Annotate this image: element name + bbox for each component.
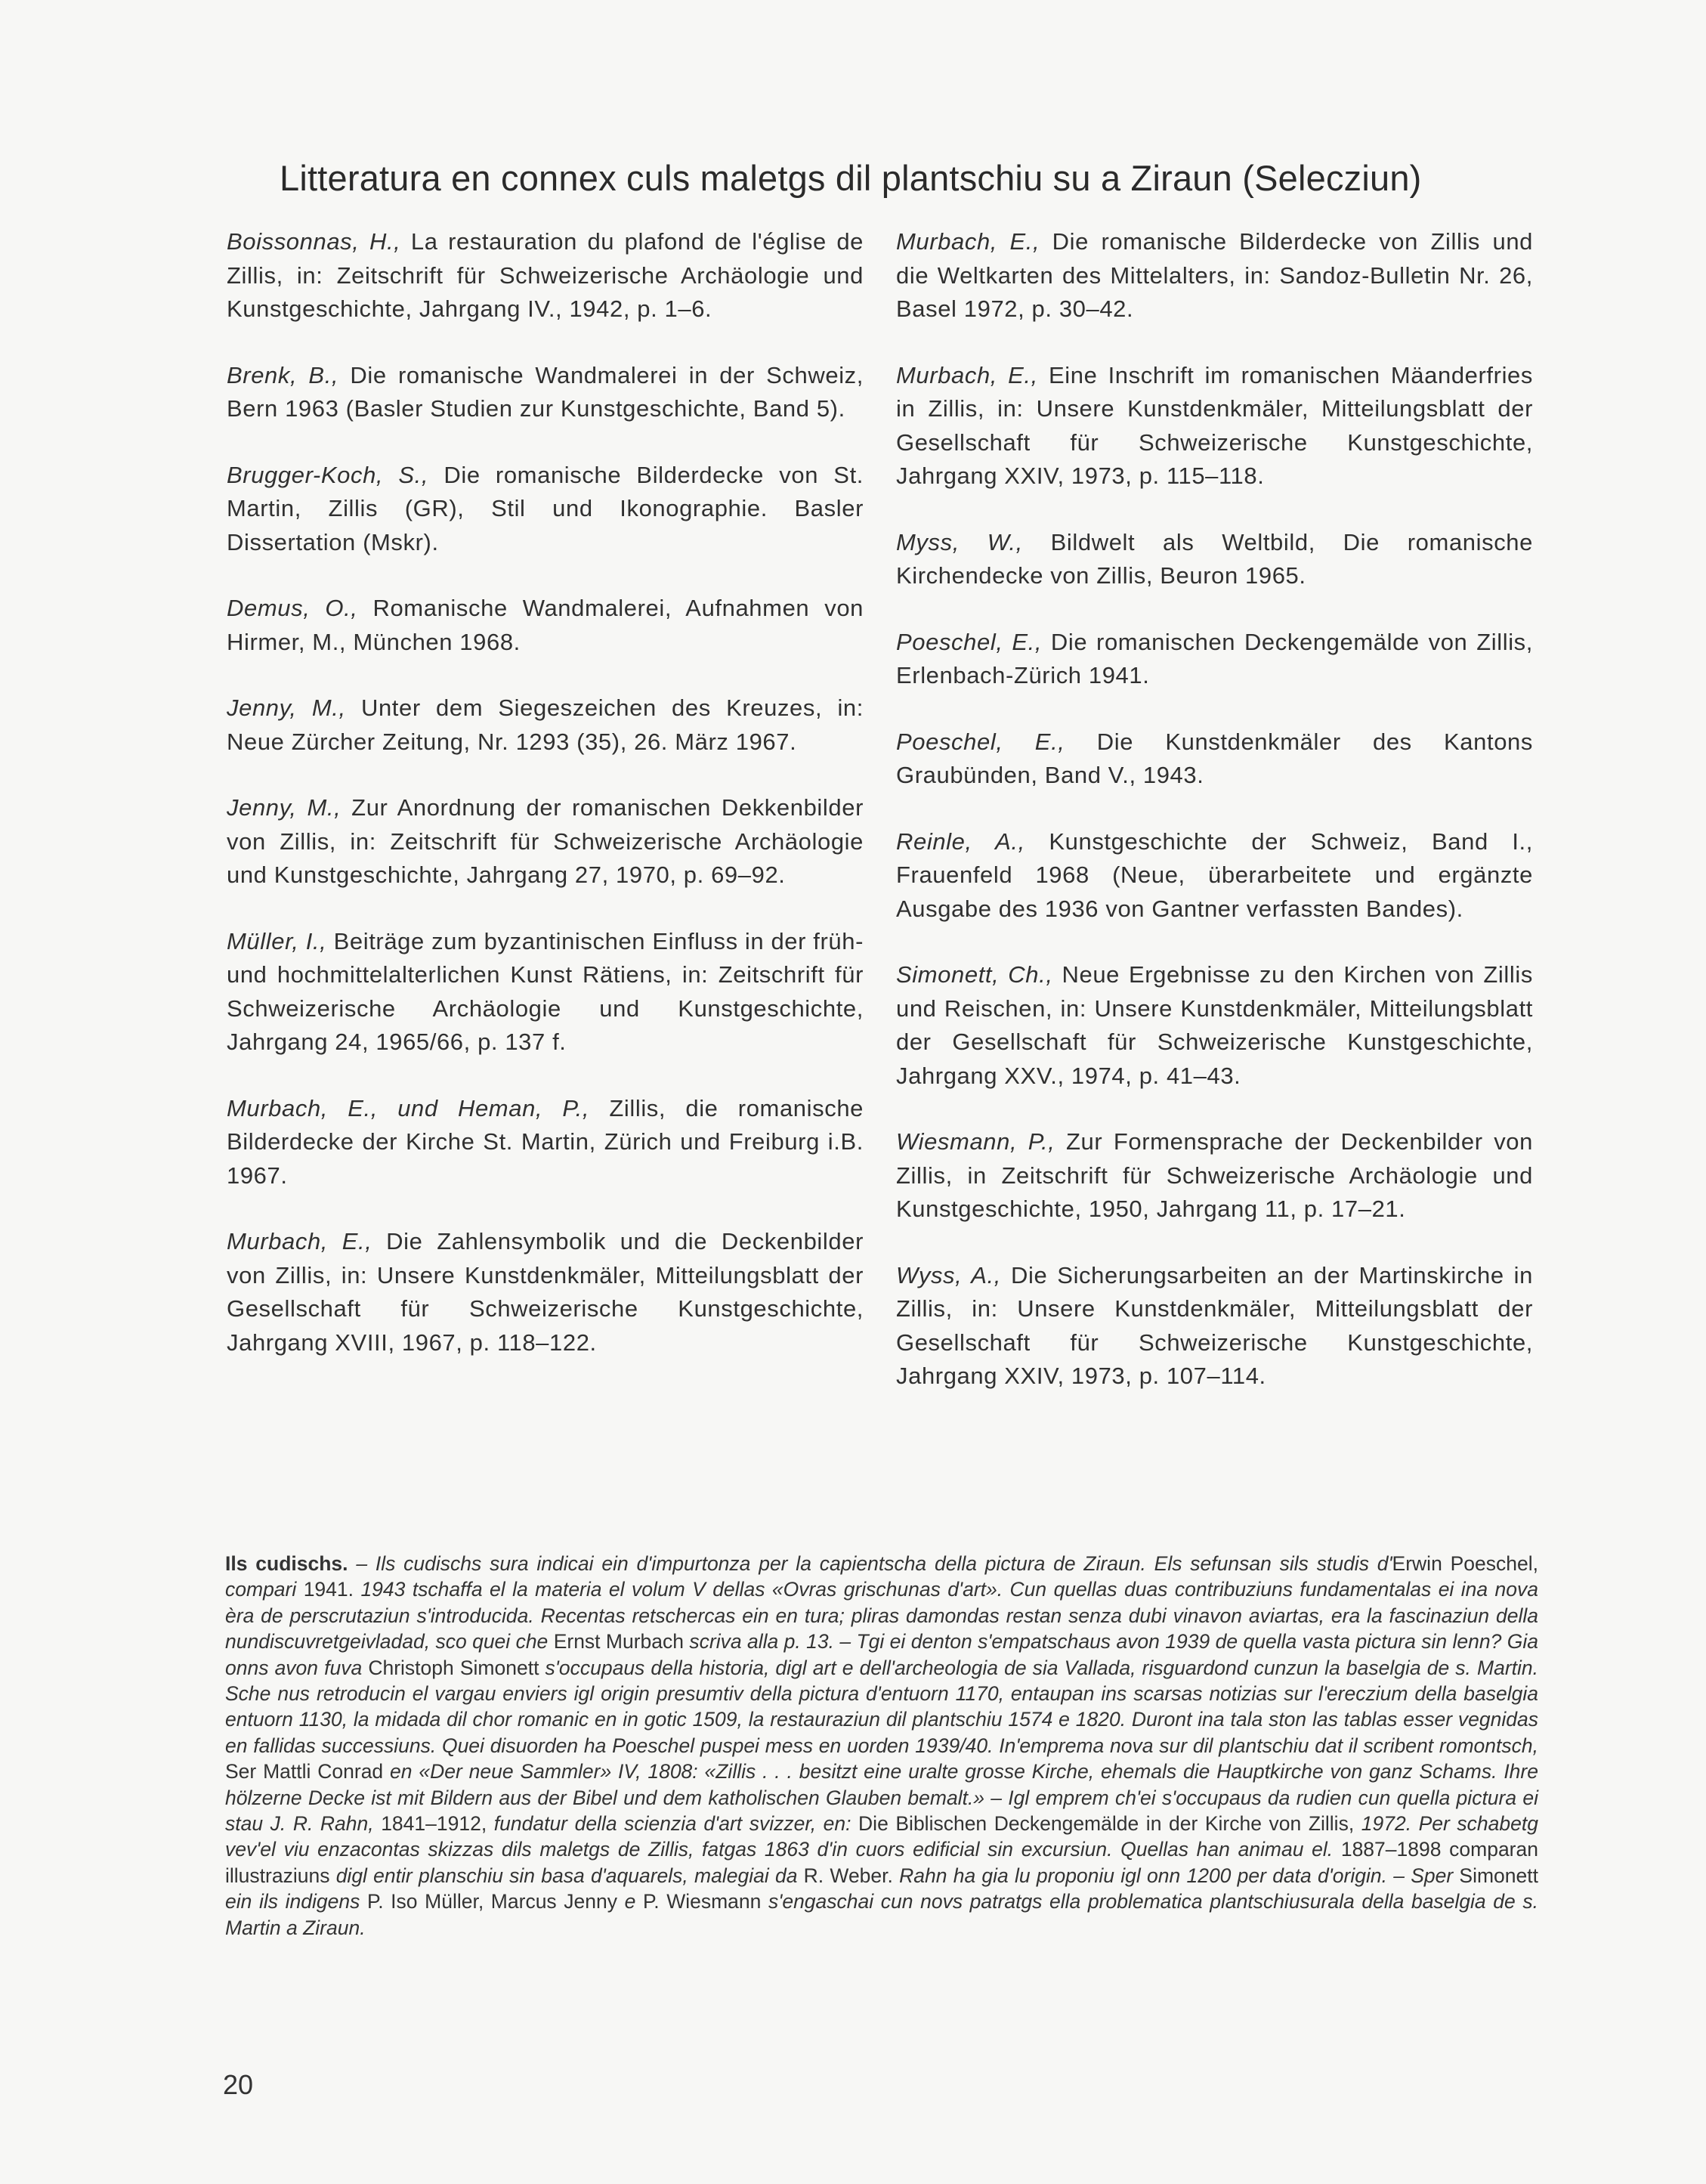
notes-paragraph [225,1551,1538,1941]
entry-author: Murbach, E., [896,228,1040,255]
entry-author: Wiesmann, P., [896,1128,1055,1155]
entry-author: Brugger-Koch, S., [227,461,429,488]
entry-text: Die romanische Bilderdecke von Zillis und die Weltkarten des Mittelalters, in: Sandoz-Bulletin Nr. 26, Basel 1972, p. 30–42. [896,228,1534,322]
entry-author: Wyss, A., [896,1261,1001,1288]
notes-segment: P. Iso Müller, Marcus Jenny [366,1890,618,1913]
bibliography-entry [896,825,1533,926]
entry-text: Die Kunstdenkmäler des Kantons Graubünden, Band V., 1943. [896,728,1533,788]
entry-text: Beiträge zum byzantinischen Einfluss in der früh- und hochmittelalterlichen Kunst Rätiens, in: Zeitschrift für Schweizerische Archäologie und Kunstgeschichte, Jahrgang 24, 1965/66, p. 137 f. [227,927,864,1055]
notes-segment: Rahn ha gia lu proponiu igl onn 1200 per data d'origin. – Sper [892,1864,1460,1887]
notes-segment: scriva alla p. 13. – Tgi ei denton s'empatschaus avon 1939 de quella vasta pictura sin lenn? Gia onns avon fuva [225,1630,1538,1679]
bibliography-entry [896,725,1533,793]
bibliography-right-column [896,225,1533,1426]
notes-segment: Ser Mattli Conrad [225,1760,384,1783]
entry-text: Die romanische Bilderdecke von St. Martin, Zillis (GR), Stil und Ikonographie. Basler Dissertation (Mskr). [227,461,864,555]
notes-segment: e [617,1890,643,1913]
bibliography-entry [227,925,864,1060]
notes-segment: P. Wiesmann [642,1890,762,1913]
bibliography-entry [896,1259,1533,1394]
bibliography-entry [227,225,864,326]
bibliography-entry [896,225,1533,326]
bibliography-left-column [227,225,864,1392]
entry-text: Die romanischen Deckengemälde von Zillis, Erlenbach-Zürich 1941. [896,628,1533,688]
entry-author: Boissonnas, H., [227,228,401,255]
bibliography-entry [227,1092,864,1193]
notes-segment: compari [225,1578,304,1601]
entry-author: Myss, W., [896,528,1023,555]
entry-author: Poeschel, E., [896,628,1043,655]
bibliography-entry [896,1125,1533,1227]
bibliography-entry [896,359,1533,493]
bibliography-entry [227,592,864,659]
entry-author: Jenny, M., [227,794,342,821]
notes-segment: 1841–1912, [381,1812,487,1836]
entry-author: Reinle, A., [896,828,1025,855]
bibliography-entry [896,526,1533,593]
page-title: Litteratura en connex culs maletgs dil plantschiu su a Ziraun (Selecziun) [280,158,1422,198]
notes-body [225,1552,1538,1939]
entry-text: Eine Inschrift im romanischen Mäanderfries in Zillis, in: Unsere Kunstdenkmäler, Mitteilungsblatt der Gesellschaft für Schweizerische Kunstgeschichte, Jahrgang XXIV, 1973, p. 115–118. [896,361,1533,489]
notes-segment: en «Der neue Sammler» IV, 1808: «Zillis . . . besitzt eine uralte grosse Kirche, ehemals die Hauptkirche von ganz Schams. Ihre hölzerne Decke ist mit Bildern aus der Bibel und dem katholischen Glauben bemalt.» – Igl emprem ch'ei s'occupaus da rudien cun quella pictura ei stau J. R. Rahn, [225,1760,1538,1836]
notes-segment: 1941. [303,1578,354,1601]
entry-author: Jenny, M., [227,694,346,721]
entry-author: Müller, I., [227,927,327,954]
notes-segment: R. Weber. [803,1864,893,1887]
notes-segment: 1943 tschaffa el la materia el volum V dellas «Ovras grischunas d'art». Cun quellas duas contribuziuns fundamentalas ei ina nova èra de perscrutaziun s'introducida. Recentas retschercas ein en tura; pliras damondas restan senza dubi vinavon aviartas, era la fascinaziun della nundiscuvretgeivladad, sco quei che [225,1578,1538,1653]
entry-author: Poeschel, E., [896,728,1065,755]
notes-segment: ein ils indigens [225,1890,367,1913]
entry-text: Zur Formensprache der Deckenbilder von Zillis, in Zeitschrift für Schweizerische Archäologie und Kunstgeschichte, 1950, Jahrgang 11, p. 17–21. [896,1128,1533,1222]
bibliography-entry [227,691,864,759]
entry-author: Murbach, E., und Heman, P., [227,1094,590,1121]
notes-segment: Christoph Simonett [368,1656,539,1679]
entry-text: La restauration du plafond de l'église de Zillis, in: Zeitschrift für Schweizerische Archäologie und Kunstgeschichte, Jahrgang IV., 1942, p. 1–6. [227,228,864,322]
notes-segment: 1887–1898 comparan illustraziuns [225,1838,1538,1887]
notes-lead: Ils cudischs. [225,1552,348,1575]
entry-author: Murbach, E., [227,1228,372,1254]
entry-author: Simonett, Ch., [896,961,1053,988]
notes-segment: s'engaschai cun novs patratgs ella problematica plantschiusurala della baselgia de s. Martin a Ziraun. [225,1890,1538,1939]
entry-text: Die Zahlensymbolik und die Deckenbilder von Zillis, in: Unsere Kunstdenkmäler, Mitteilungsblatt der Gesellschaft für Schweizerische Kunstgeschichte, Jahrgang XVIII, 1967, p. 118–122. [227,1228,864,1356]
notes-segment: s'occupaus della historia, digl art e dell'archeologia de sia Vallada, risguardond cunzun la baselgia de s. Martin. Sche nus retroducin el vargau enviers igl origin presumtiv della pictura d'entuorn 1170, entaupan ins scarsas notizias sur l'ereczium della baselgia entuorn 1130, la midada dil chor romanic en in gotic 1509, la restauraziun dil plantschiu 1574 e 1820. Duront ina tala ston las tablas esser vegnidas en fallidas successiuns. Quei disuorden ha Poeschel puspei mess en uorden 1939/40. In'emprema nova sur dil plantschiu dat il scribent romontsch, [225,1656,1539,1757]
entry-text: Zur Anordnung der romanischen Dekkenbilder von Zillis, in: Zeitschrift für Schweizerische Archäologie und Kunstgeschichte, Jahrgang 27, 1970, p. 69–92. [227,794,864,888]
entry-author: Murbach, E., [896,361,1038,388]
entry-text: Neue Ergebnisse zu den Kirchen von Zillis und Reischen, in: Unsere Kunstdenkmäler, Mitteilungsblatt der Gesellschaft für Schweizerische Kunstgeschichte, Jahrgang XXV., 1974, p. 41–43. [896,961,1533,1089]
entry-author: Brenk, B., [227,361,339,388]
entry-text: Zillis, die romanische Bilderdecke der Kirche St. Martin, Zürich und Freiburg i.B. 1967. [227,1094,864,1189]
entry-author: Demus, O., [227,595,358,621]
bibliography-entry [227,1225,864,1360]
entry-text: Kunstgeschichte der Schweiz, Band I., Frauenfeld 1968 (Neue, überarbeitete und ergänzte Ausgabe des 1936 von Gantner verfassten Bandes). [896,828,1533,922]
bibliography-entry [227,791,864,892]
entry-text: Romanische Wandmalerei, Aufnahmen von Hirmer, M., München 1968. [227,595,864,655]
entry-text: Unter dem Siegeszeichen des Kreuzes, in: Neue Zürcher Zeitung, Nr. 1293 (35), 26. März 1967. [227,694,864,755]
bibliography-entry [227,359,864,426]
notes-segment: Die Biblischen Deckengemälde in der Kirche von Zillis, [858,1812,1355,1836]
bibliography-entry [896,958,1533,1093]
notes-segment: Erwin Poeschel, [1392,1552,1538,1575]
notes-segment: – Ils cudischs sura indicai ein d'impurtonza per la capientscha della pictura de Ziraun. Els sefunsan sils studis d' [348,1552,1392,1575]
page-number: 20 [223,2069,254,2100]
bibliography-entry [896,626,1533,693]
bibliography-entry [227,459,864,560]
notes-segment: Simonett [1459,1864,1538,1887]
notes-segment: digl entir planschiu sin basa d'aquarels, malegiai da [329,1864,804,1887]
notes-segment: Ernst Murbach [553,1630,685,1653]
notes-segment: fundatur della scienzia d'art svizzer, en: [487,1812,859,1836]
entry-text: Die romanische Wandmalerei in der Schweiz, Bern 1963 (Basler Studien zur Kunstgeschichte, Band 5). [227,361,864,422]
notes-segment: 1972. Per schabetg vev'el viu enzacontas skizzas dils maletgs de Zillis, fatgas 1863 d'in cuors edificial sin excursiun. Quellas han animau el. [225,1812,1538,1861]
entry-text: Die Sicherungsarbeiten an der Martinskirche in Zillis, in: Unsere Kunstdenkmäler, Mitteilungsblatt der Gesellschaft für Schweizerische Kunstgeschichte, Jahrgang XXIV, 1973, p. 107–114. [896,1261,1534,1389]
entry-text: Bildwelt als Weltbild, Die romanische Kirchendecke von Zillis, Beuron 1965. [896,528,1533,589]
